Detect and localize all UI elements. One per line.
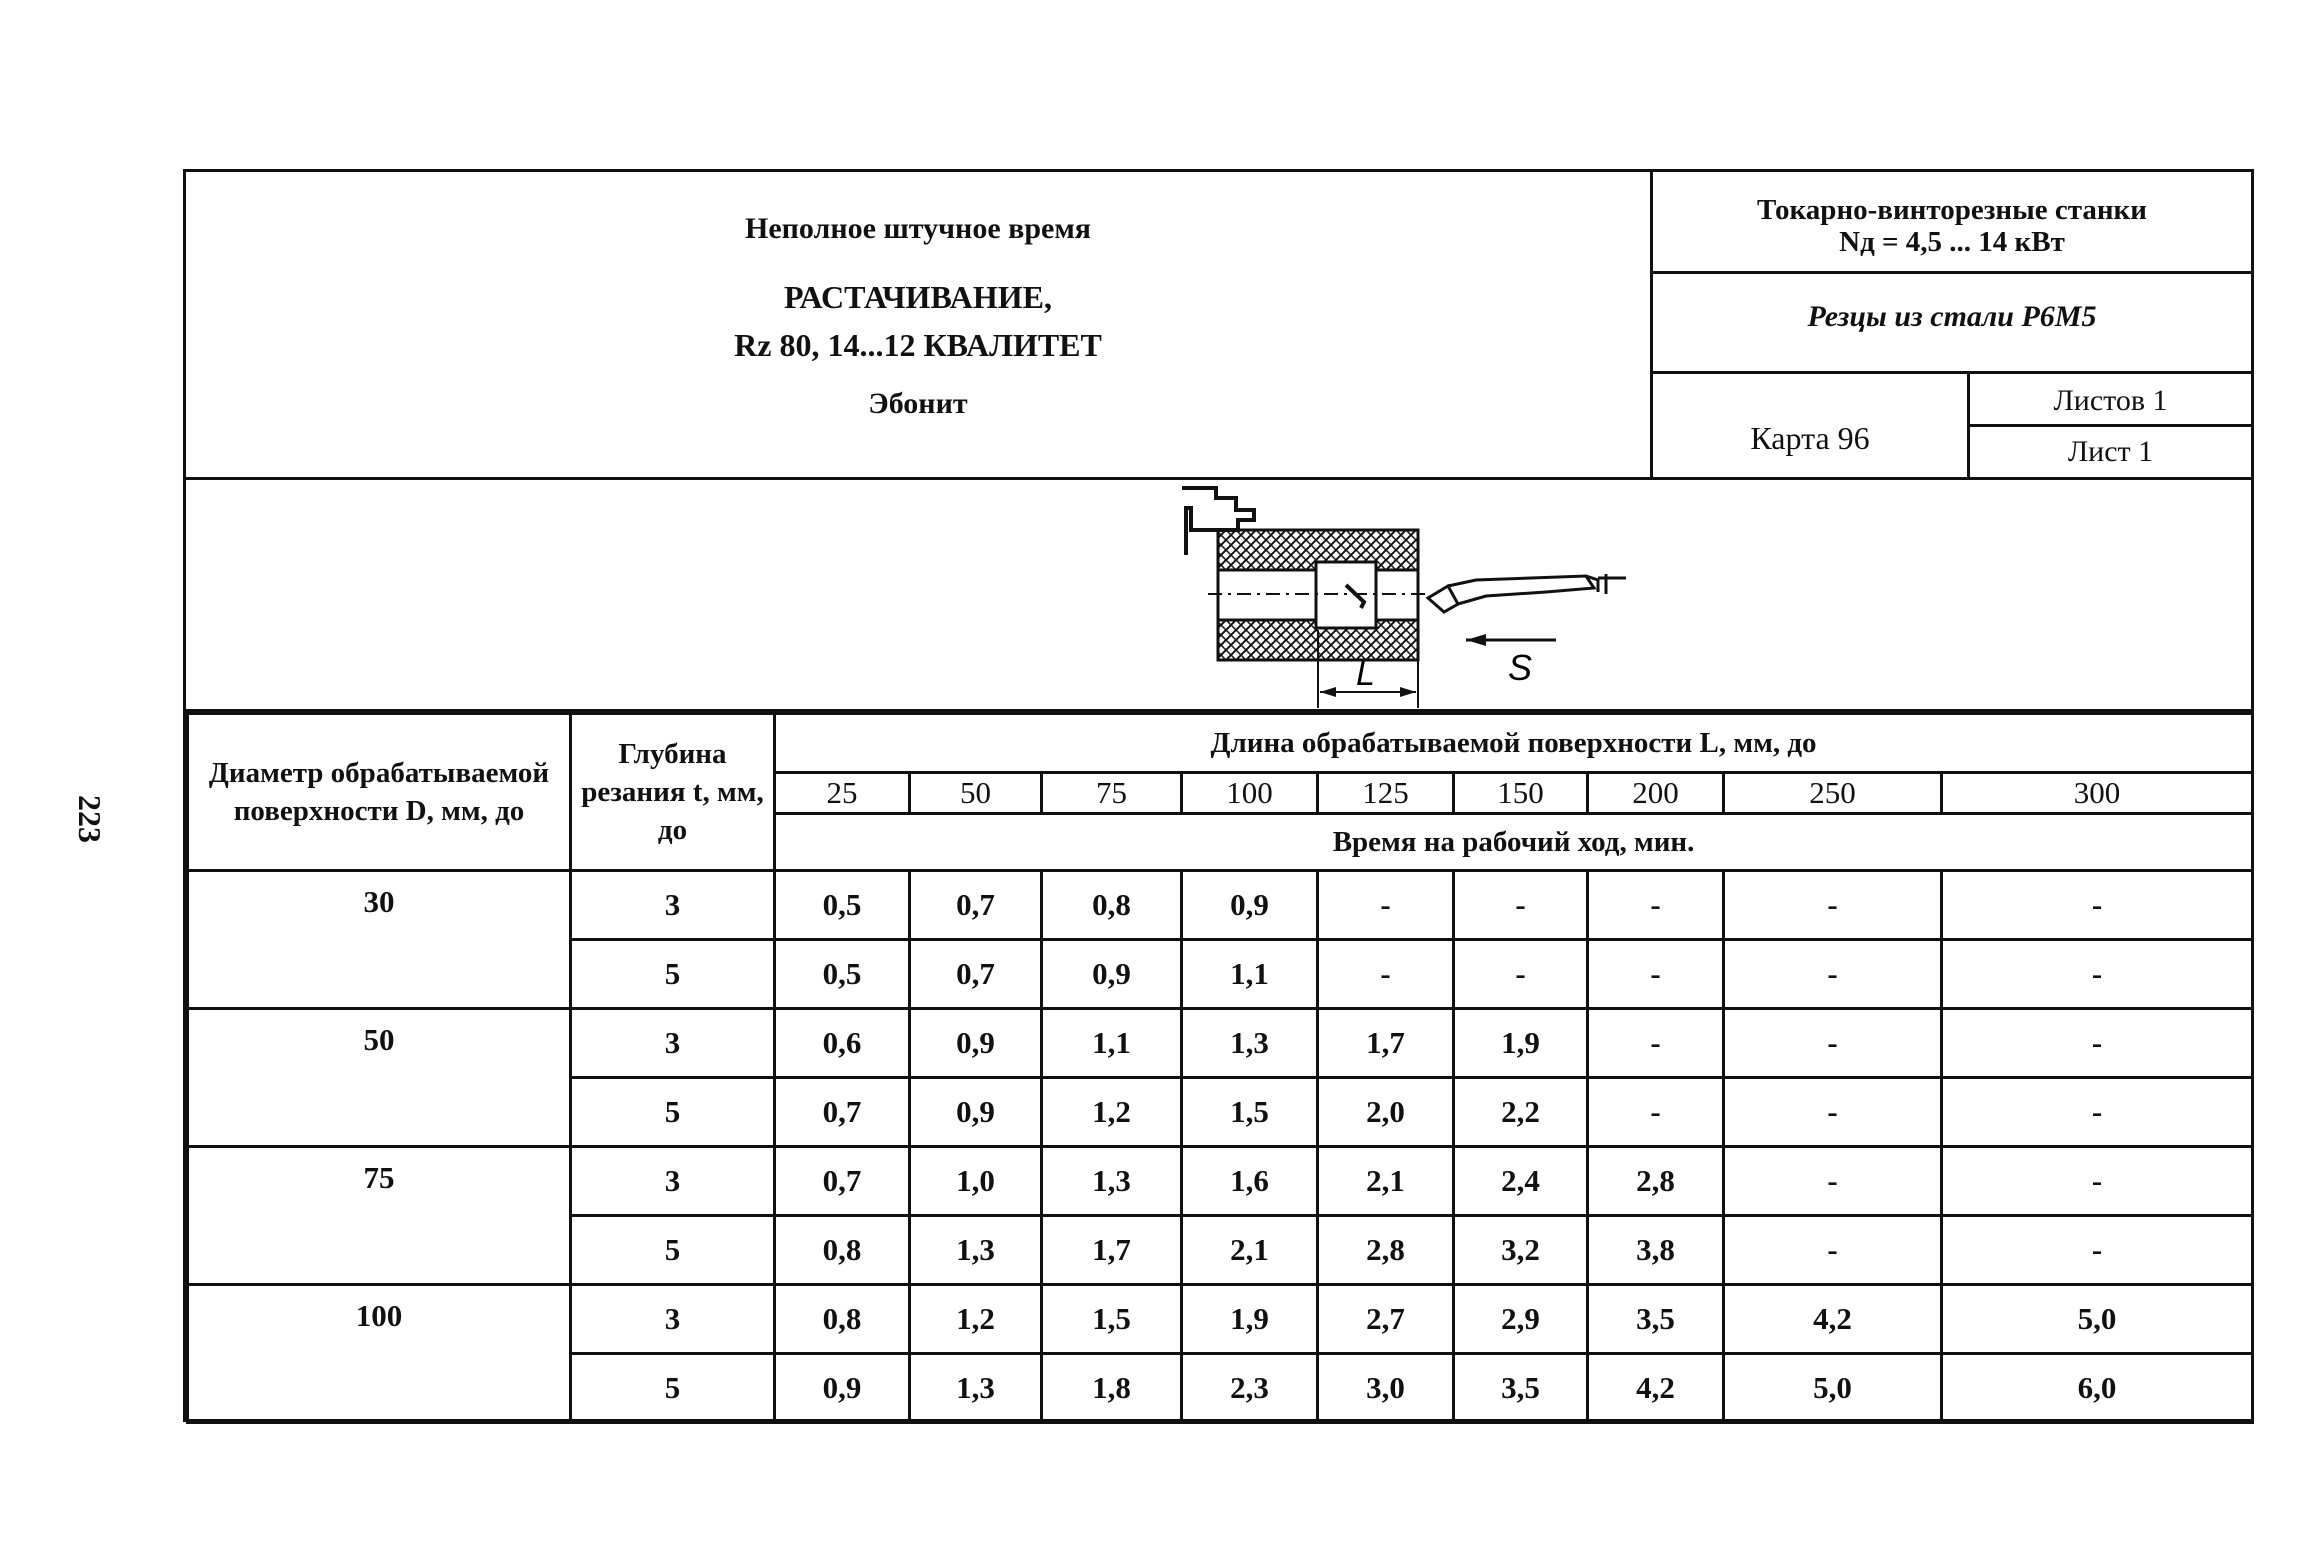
time-cell: 0,5 bbox=[775, 940, 910, 1009]
length-header: Длина обрабатываемой поверхности L, мм, до bbox=[775, 714, 2253, 773]
time-cell: 1,3 bbox=[910, 1354, 1042, 1423]
time-cell: 1,5 bbox=[1042, 1285, 1182, 1354]
table-row bbox=[188, 1147, 2253, 1216]
length-column-header: 250 bbox=[1724, 773, 1942, 814]
time-cell: 2,9 bbox=[1454, 1285, 1588, 1354]
time-cell: 0,9 bbox=[910, 1078, 1042, 1147]
time-cell: - bbox=[1454, 871, 1588, 940]
time-cell: 1,3 bbox=[1042, 1147, 1182, 1216]
time-cell: 2,4 bbox=[1454, 1147, 1588, 1216]
boring-sketch-drawing bbox=[986, 480, 1686, 708]
time-cell: 1,3 bbox=[1182, 1009, 1318, 1078]
time-cell: 2,1 bbox=[1182, 1216, 1318, 1285]
diameter-cell: 75 bbox=[188, 1147, 571, 1285]
time-cell: 2,2 bbox=[1454, 1078, 1588, 1147]
time-cell: 5,0 bbox=[1942, 1285, 2253, 1354]
time-cell: 1,9 bbox=[1454, 1009, 1588, 1078]
table-row bbox=[188, 1009, 2253, 1078]
title-line-2: РАСТАЧИВАНИЕ, bbox=[783, 279, 1052, 315]
feed-arrow bbox=[1466, 634, 1556, 688]
time-cell: 0,9 bbox=[910, 1009, 1042, 1078]
depth-cell: 3 bbox=[571, 1147, 775, 1216]
time-cell: 5,0 bbox=[1724, 1354, 1942, 1423]
length-column-header: 125 bbox=[1318, 773, 1454, 814]
time-cell: 0,6 bbox=[775, 1009, 910, 1078]
time-cell: 0,7 bbox=[775, 1078, 910, 1147]
card-number: Карта 96 bbox=[1653, 374, 1970, 477]
info-block bbox=[1653, 172, 2251, 477]
depth-cell: 5 bbox=[571, 1354, 775, 1423]
time-cell: 1,9 bbox=[1182, 1285, 1318, 1354]
time-cell: 1,5 bbox=[1182, 1078, 1318, 1147]
time-cell: 2,0 bbox=[1318, 1078, 1454, 1147]
time-cell: 1,7 bbox=[1318, 1009, 1454, 1078]
length-column-header: 150 bbox=[1454, 773, 1588, 814]
title-line-3: Rz 80, 14...12 КВАЛИТЕТ bbox=[734, 327, 1102, 363]
tool-material: Резцы из стали Р6М5 bbox=[1653, 274, 2251, 374]
time-cell: 1,7 bbox=[1042, 1216, 1182, 1285]
time-cell: 3,8 bbox=[1588, 1216, 1724, 1285]
title-line-4: Эбонит bbox=[868, 387, 968, 420]
diameter-header: Диаметр обрабатываемой поверхности D, мм, до bbox=[188, 714, 571, 871]
time-cell: 1,8 bbox=[1042, 1354, 1182, 1423]
length-column-header: 200 bbox=[1588, 773, 1724, 814]
time-cell: 2,7 bbox=[1318, 1285, 1454, 1354]
time-cell: 1,1 bbox=[1182, 940, 1318, 1009]
machine-type-line-1: Токарно-винторезные станки bbox=[1757, 194, 2147, 226]
time-cell: 1,0 bbox=[910, 1147, 1042, 1216]
depth-cell: 5 bbox=[571, 940, 775, 1009]
page-number: 223 bbox=[72, 795, 108, 843]
time-cell: 3,5 bbox=[1588, 1285, 1724, 1354]
time-cell: 2,8 bbox=[1588, 1147, 1724, 1216]
time-cell: 0,7 bbox=[910, 940, 1042, 1009]
table-row bbox=[188, 871, 2253, 940]
time-cell: 0,7 bbox=[910, 871, 1042, 940]
time-cell: - bbox=[1588, 1078, 1724, 1147]
time-cell: - bbox=[1588, 940, 1724, 1009]
time-cell: 0,9 bbox=[1182, 871, 1318, 940]
time-cell: 1,2 bbox=[1042, 1078, 1182, 1147]
boring-tool bbox=[1428, 574, 1626, 612]
time-cell: - bbox=[1318, 871, 1454, 940]
time-cell: - bbox=[1942, 1009, 2253, 1078]
time-cell: - bbox=[1942, 1078, 2253, 1147]
time-cell: 3,5 bbox=[1454, 1354, 1588, 1423]
length-column-header: 300 bbox=[1942, 773, 2253, 814]
time-cell: 2,3 bbox=[1182, 1354, 1318, 1423]
time-cell: - bbox=[1942, 1147, 2253, 1216]
time-cell: - bbox=[1724, 1009, 1942, 1078]
time-cell: - bbox=[1318, 940, 1454, 1009]
time-cell: - bbox=[1942, 940, 2253, 1009]
diameter-cell: 50 bbox=[188, 1009, 571, 1147]
time-cell: 0,8 bbox=[1042, 871, 1182, 940]
time-cell: 1,6 bbox=[1182, 1147, 1318, 1216]
feed-label: S bbox=[1508, 647, 1533, 688]
time-cell: - bbox=[1942, 1216, 2253, 1285]
depth-cell: 5 bbox=[571, 1216, 775, 1285]
time-cell: 0,5 bbox=[775, 871, 910, 940]
time-cell: - bbox=[1724, 940, 1942, 1009]
card-header bbox=[186, 172, 2251, 480]
title-line-1: Неполное штучное время bbox=[744, 212, 1092, 245]
length-column-header: 75 bbox=[1042, 773, 1182, 814]
time-cell: 0,9 bbox=[1042, 940, 1182, 1009]
depth-cell: 3 bbox=[571, 1009, 775, 1078]
time-cell: - bbox=[1724, 871, 1942, 940]
time-cell: 1,3 bbox=[910, 1216, 1042, 1285]
time-cell: 0,8 bbox=[775, 1216, 910, 1285]
time-cell: 2,8 bbox=[1318, 1216, 1454, 1285]
diameter-cell: 100 bbox=[188, 1285, 571, 1423]
time-cell: - bbox=[1942, 871, 2253, 940]
machine-type bbox=[1653, 172, 2251, 274]
time-cell: 2,1 bbox=[1318, 1147, 1454, 1216]
table-row bbox=[188, 1285, 2253, 1354]
title-block bbox=[186, 172, 1653, 477]
diameter-cell: 30 bbox=[188, 871, 571, 1009]
time-cell: 0,8 bbox=[775, 1285, 910, 1354]
time-cell: - bbox=[1588, 1009, 1724, 1078]
time-header: Время на рабочий ход, мин. bbox=[775, 814, 2253, 871]
length-column-header: 100 bbox=[1182, 773, 1318, 814]
depth-cell: 3 bbox=[571, 871, 775, 940]
sheet-number: Лист 1 bbox=[2067, 435, 2154, 468]
machine-power: Nд = 4,5 ... 14 кВт bbox=[1839, 226, 2065, 258]
sheets-count: Листов 1 bbox=[1970, 374, 2251, 427]
time-cell: 0,7 bbox=[775, 1147, 910, 1216]
depth-cell: 3 bbox=[571, 1285, 775, 1354]
depth-header: Глубина резания t, мм, до bbox=[571, 714, 775, 871]
time-cell: 1,2 bbox=[910, 1285, 1042, 1354]
norm-card bbox=[183, 169, 2254, 1422]
time-cell: 3,2 bbox=[1454, 1216, 1588, 1285]
time-table-wrap bbox=[186, 712, 2251, 1424]
time-cell: - bbox=[1724, 1216, 1942, 1285]
time-cell: 4,2 bbox=[1588, 1354, 1724, 1423]
length-label: L bbox=[1356, 655, 1375, 693]
time-cell: - bbox=[1724, 1147, 1942, 1216]
time-cell: 0,9 bbox=[775, 1354, 910, 1423]
depth-cell: 5 bbox=[571, 1078, 775, 1147]
time-cell: 1,1 bbox=[1042, 1009, 1182, 1078]
time-cell: - bbox=[1454, 940, 1588, 1009]
length-column-header: 50 bbox=[910, 773, 1042, 814]
time-cell: - bbox=[1724, 1078, 1942, 1147]
time-table bbox=[186, 712, 2254, 1424]
time-cell: 4,2 bbox=[1724, 1285, 1942, 1354]
time-cell: - bbox=[1588, 871, 1724, 940]
time-cell: 3,0 bbox=[1318, 1354, 1454, 1423]
time-cell: 6,0 bbox=[1942, 1354, 2253, 1423]
length-column-header: 25 bbox=[775, 773, 910, 814]
boring-sketch bbox=[186, 480, 2251, 712]
